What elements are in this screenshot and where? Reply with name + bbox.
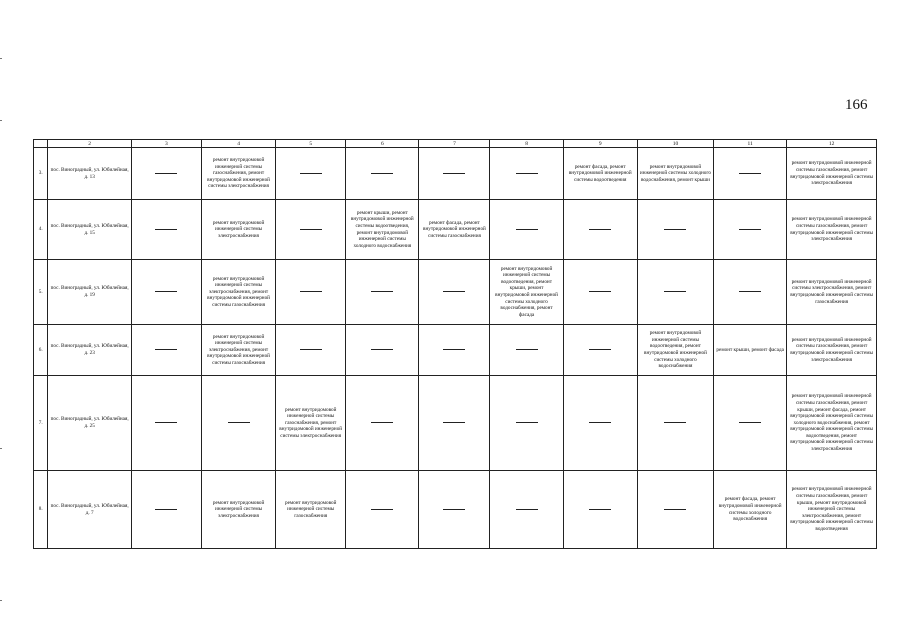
repair-work-cell [563,148,637,200]
table-row [34,148,877,200]
table-row [34,376,877,471]
dash-mark [516,229,538,230]
empty-dash-cell [637,260,713,325]
repair-work-cell [490,260,563,325]
empty-dash-cell [131,325,201,376]
repair-work-text: ремонт внутридомовой инженерной системы газоснабжения, ремонт внутридомовой инженерной системы электроснабжения [790,336,874,363]
dash-mark [664,291,686,292]
repair-work-cell [787,376,877,471]
dash-mark [516,349,538,350]
repair-schedule-table [33,139,877,549]
column-number: 12 [787,140,877,148]
empty-dash-cell [714,200,787,260]
empty-dash-cell [131,200,201,260]
empty-dash-cell [637,200,713,260]
dash-mark [589,349,611,350]
repair-work-text: ремонт внутридомовой инженерной системы газоснабжения [284,499,337,519]
empty-dash-cell [276,325,346,376]
empty-dash-cell [131,260,201,325]
column-number: 4 [201,140,275,148]
empty-dash-cell [276,260,346,325]
dash-mark [371,173,393,174]
repair-work-text: ремонт внутридомовой инженерной системы электроснабжения, ремонт внутридомовой инженерной системы газоснабжения [207,275,270,308]
header-blank-cell [34,140,48,148]
table-row [34,325,877,376]
table-row [34,471,877,549]
dash-mark [739,422,761,423]
column-number: 9 [563,140,637,148]
empty-dash-cell [419,471,490,549]
empty-dash-cell [346,148,419,200]
repair-work-cell [787,200,877,260]
repair-work-text: ремонт фасада, ремонт внутридомовой инженерной системы водоотведения [568,163,632,183]
empty-dash-cell [490,200,563,260]
empty-dash-cell [419,325,490,376]
empty-dash-cell [419,260,490,325]
empty-dash-cell [276,148,346,200]
margin-tick [0,600,2,601]
repair-work-text: ремонт внутридомовой инженерной системы газоснабжения, ремонт внутридомовой инженерной системы электроснабжения [279,406,343,439]
table-row [34,200,877,260]
empty-dash-cell [346,260,419,325]
empty-dash-cell [419,148,490,200]
empty-dash-cell [490,376,563,471]
dash-mark [589,229,611,230]
repair-work-cell [787,148,877,200]
dash-mark [589,422,611,423]
dash-mark [739,173,761,174]
dash-mark [371,291,393,292]
address-cell: пос. Виноградный, ул. Юбилейная, д. 7 [48,471,131,549]
column-number: 6 [346,140,419,148]
repair-work-cell [201,325,275,376]
dash-mark [443,349,465,350]
repair-work-cell [201,148,275,200]
dash-mark [516,509,538,510]
address-cell: пос. Виноградный, ул. Юбилейная, д. 25 [48,376,131,471]
repair-work-cell [714,325,787,376]
repair-work-cell [419,200,490,260]
dash-mark [155,349,177,350]
dash-mark [155,509,177,510]
repair-work-cell [276,471,346,549]
dash-mark [443,173,465,174]
page-number: 166 [845,97,868,113]
row-number: 6. [34,325,48,376]
repair-work-text: ремонт внутридомовой инженерной системы электроснабжения, ремонт внутридомовой инженерной системы газоснабжения [790,278,874,305]
dash-mark [739,291,761,292]
dash-mark [664,422,686,423]
empty-dash-cell [131,376,201,471]
repair-work-text: ремонт фасада, ремонт внутридомовой инженерной системы холодного водоснабжения [718,496,782,523]
empty-dash-cell [419,376,490,471]
row-number: 7. [34,376,48,471]
table-row [34,260,877,325]
empty-dash-cell [563,325,637,376]
repair-work-cell [787,471,877,549]
row-number: 4. [34,200,48,260]
column-number: 8 [490,140,563,148]
empty-dash-cell [276,200,346,260]
repair-work-text: ремонт крыши, ремонт фасада [716,346,784,353]
dash-mark [739,229,761,230]
dash-mark [371,349,393,350]
repair-work-cell [714,471,787,549]
dash-mark [155,291,177,292]
column-number: 7 [419,140,490,148]
repair-work-text: ремонт внутридомовой инженерной системы электроснабжения [212,499,265,519]
empty-dash-cell [714,376,787,471]
repair-work-cell [276,376,346,471]
repair-work-text: ремонт фасада, ремонт внутридомовой инженерной системы газоснабжения [423,219,486,239]
column-number: 5 [276,140,346,148]
column-number: 3 [131,140,201,148]
repair-work-text: ремонт крыши, ремонт внутридомовой инженерной системы водоотведения, ремонт внутридомовой инженерной системы холодного водоснабжения [350,209,414,249]
empty-dash-cell [563,376,637,471]
dash-mark [516,422,538,423]
dash-mark [155,422,177,423]
address-cell: пос. Виноградный, ул. Юбилейная, д. 13 [48,148,131,200]
repair-work-text: ремонт внутридомовой инженерной системы водоотведения, ремонт внутридомовой инженерной системы холодного водоснабжения [644,330,707,370]
dash-mark [371,509,393,510]
empty-dash-cell [563,200,637,260]
repair-work-text: ремонт внутридомовой инженерной системы электроснабжения [212,219,265,239]
empty-dash-cell [563,471,637,549]
address-cell: пос. Виноградный, ул. Юбилейная, д. 19 [48,260,131,325]
empty-dash-cell [490,471,563,549]
margin-tick [0,120,2,121]
dash-mark [300,349,322,350]
repair-work-cell [787,325,877,376]
repair-work-cell [637,148,713,200]
column-number: 2 [48,140,131,148]
empty-dash-cell [131,148,201,200]
column-number: 11 [714,140,787,148]
empty-dash-cell [490,148,563,200]
repair-work-cell [201,260,275,325]
dash-mark [589,509,611,510]
empty-dash-cell [346,376,419,471]
row-number: 5. [34,260,48,325]
repair-work-text: ремонт внутридомовой инженерной системы водоотведения, ремонт крыши, ремонт внутридомовой инженерной системы холодного водоснабжения, ремонт фасада [495,265,558,318]
empty-dash-cell [131,471,201,549]
empty-dash-cell [637,376,713,471]
repair-work-text: ремонт внутридомовой инженерной системы газоснабжения, ремонт крыши, ремонт внутридомовой инженерной системы электроснабжения, ремонт внутридомовой инженерной системы водоотведения [790,486,874,532]
row-number: 3. [34,148,48,200]
address-cell: пос. Виноградный, ул. Юбилейная, д. 23 [48,325,131,376]
repair-work-cell [201,200,275,260]
margin-tick [0,448,2,449]
column-number: 10 [637,140,713,148]
empty-dash-cell [637,471,713,549]
repair-work-cell [787,260,877,325]
repair-work-text: ремонт внутридомовой инженерной системы электроснабжения, ремонт внутридомовой инженерной системы газоснабжения [207,333,270,366]
dash-mark [228,422,250,423]
dash-mark [300,173,322,174]
dash-mark [664,229,686,230]
dash-mark [155,229,177,230]
dash-mark [371,422,393,423]
empty-dash-cell [714,260,787,325]
repair-work-cell [637,325,713,376]
repair-work-cell [346,200,419,260]
dash-mark [300,291,322,292]
repair-work-cell [201,471,275,549]
repair-work-text: ремонт внутридомовой инженерной системы газоснабжения, ремонт внутридомовой инженерной системы электроснабжения [790,216,874,243]
empty-dash-cell [563,260,637,325]
repair-work-text: ремонт внутридомовой инженерной системы газоснабжения, ремонт внутридомовой инженерной системы электроснабжения [207,157,270,190]
repair-work-text: ремонт внутридомовой инженерной системы газоснабжения, ремонт внутридомовой инженерной системы электроснабжения [790,160,874,187]
row-number: 8. [34,471,48,549]
dash-mark [443,509,465,510]
dash-mark [300,229,322,230]
empty-dash-cell [346,325,419,376]
empty-dash-cell [346,471,419,549]
column-number-row [34,140,877,148]
dash-mark [443,291,465,292]
dash-mark [589,291,611,292]
address-cell: пос. Виноградный, ул. Юбилейная, д. 15 [48,200,131,260]
margin-tick [0,58,2,59]
repair-work-text: ремонт внутридомовой инженерной системы газоснабжения, ремонт крыши, ремонт фасада, ремонт внутридомовой инженерной системы холодного водоснабжения, ремонт внутридомовой инженерной системы водоотведения, ремонт внутридомовой инженерной системы электроснабжения [790,393,874,453]
dash-mark [516,173,538,174]
empty-dash-cell [201,376,275,471]
repair-work-text: ремонт внутридомовой инженерной системы холодного водоснабжения, ремонт крыши [639,163,711,183]
empty-dash-cell [490,325,563,376]
dash-mark [664,509,686,510]
dash-mark [155,173,177,174]
dash-mark [443,422,465,423]
empty-dash-cell [714,148,787,200]
